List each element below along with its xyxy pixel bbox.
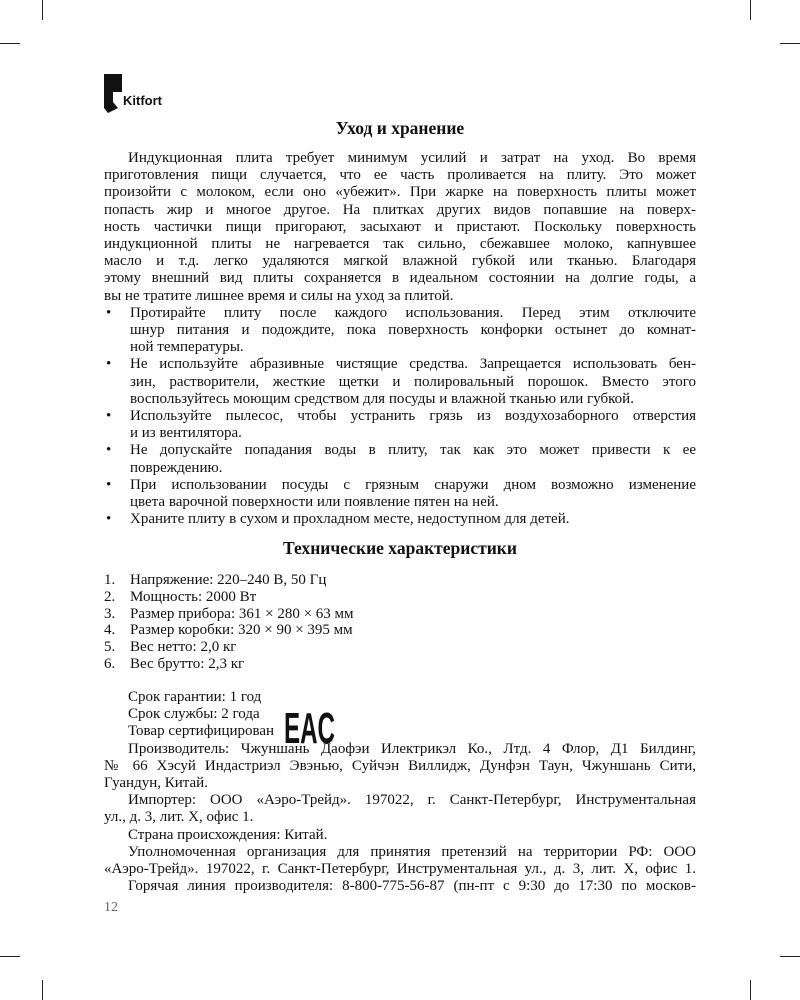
- kitfort-logo-icon: [104, 72, 194, 114]
- bullet-line: Протирайте плиту после каждого использования. Перед этим отключите: [130, 304, 696, 321]
- spec-number: 6.: [104, 655, 116, 672]
- info-line: Производитель: Чжуншань Даофэи Илектрикэл Ко., Лтд. 4 Флор, Д1 Билдинг,: [128, 740, 696, 757]
- spec-item: [104, 606, 696, 623]
- bullet-item: [104, 408, 696, 442]
- info-line: Страна происхождения: Китай.: [128, 826, 328, 843]
- spec-text: Напряжение: 220–240 В, 50 Гц: [130, 572, 327, 588]
- crop-mark: [750, 980, 751, 1000]
- crop-mark: [0, 956, 20, 957]
- info-section: [104, 689, 696, 895]
- spec-number: 5.: [104, 639, 116, 656]
- bullet-item: [104, 477, 696, 511]
- spec-text: Размер прибора: 361 × 280 × 63 мм: [130, 605, 354, 622]
- spec-text: Вес брутто: 2,3 кг: [130, 655, 245, 672]
- spec-number: 3.: [104, 605, 116, 622]
- bullet-line: Храните плиту в сухом и прохладном месте, недоступном для детей.: [130, 511, 570, 528]
- bullet-icon: •: [106, 356, 112, 373]
- info-line: Горячая линия производителя: 8-800-775-56-87 (пн-пт с 9:30 до 17:30 по москов-: [128, 878, 696, 895]
- info-line: Срок гарантии: 1 год: [128, 689, 262, 705]
- spec-item: [104, 572, 696, 589]
- paragraph-line: этому внешний вид плиты сохраняется в идеальном состоянии на долгие годы, а: [104, 270, 696, 287]
- crop-mark: [42, 0, 43, 20]
- paragraph-line: Индукционная плита требует минимум усилий и затрат на уход. Во время: [128, 150, 696, 166]
- info-line: Импортер: ООО «Аэро-Трейд». 197022, г. Санкт-Петербург, Инструментальная: [128, 792, 696, 809]
- bullet-item: [104, 305, 696, 357]
- bullet-item: [104, 511, 696, 528]
- bullet-line: воспользуйтесь моющим средством для посуды и влажной тканью или губкой.: [130, 390, 634, 407]
- spec-number: 2.: [104, 588, 116, 605]
- eac-mark-icon: [284, 704, 336, 753]
- paragraph-line: произойти с молоком, если оно «убежит». При жарке на поверхность плиты может: [104, 184, 696, 201]
- care-title: Уход и хранение: [335, 118, 465, 138]
- spec-number: 1.: [104, 572, 116, 588]
- bullet-line: ной температуры.: [130, 339, 244, 356]
- bullet-line: Не допускайте попадания воды в плиту, так как это может привести к ее: [130, 442, 696, 459]
- bullet-item: [104, 356, 696, 408]
- paragraph-line: индукционной плиты не нагревается так сильно, сбежавшее молоко, капнувшее: [104, 236, 696, 253]
- info-line: № 66 Хэсуй Индастриэл Эвэнью, Суйчэн Виллидж, Дунфэн Таун, Чжуншань Сити,: [104, 757, 696, 774]
- paragraph-line: масло и т.д. легко удаляются мягкой влажной губкой или тканью. Благодаря: [104, 253, 696, 270]
- crop-mark: [42, 980, 43, 1000]
- info-line: «Аэро-Трейд». 197022, г. Санкт-Петербург, Инструментальная ул., д. 3, лит. Х, офис 1.: [104, 861, 696, 878]
- svg-text:Kitfort: Kitfort: [123, 93, 162, 108]
- care-section: [104, 150, 696, 528]
- bullet-icon: •: [106, 476, 112, 493]
- bullet-icon: •: [106, 304, 112, 321]
- bullet-line: При использовании посуды с грязным снаружи дном возможно изменение: [130, 476, 696, 493]
- crop-mark: [780, 956, 800, 957]
- spec-number: 4.: [104, 622, 116, 639]
- info-line: Товар сертифицирован: [128, 723, 275, 740]
- specs-list: [104, 572, 696, 673]
- page-number: 12: [104, 900, 118, 915]
- bullet-icon: •: [106, 442, 112, 459]
- crop-mark: [750, 0, 751, 20]
- bullet-icon: •: [106, 408, 112, 425]
- spec-text: Размер коробки: 320 × 90 × 395 мм: [130, 622, 353, 639]
- info-line: Гуандун, Китай.: [104, 775, 208, 792]
- info-line: Срок службы: 2 года: [128, 706, 260, 723]
- eac-mark-text: EAC: [284, 704, 335, 753]
- info-line: Уполномоченная организация для принятия претензий на территории РФ: ООО: [128, 843, 696, 860]
- bullet-icon: •: [106, 511, 112, 528]
- paragraph-line: попасть жир и многое другое. На плитках других видов попавшие на поверх-: [104, 201, 696, 218]
- info-line: ул., д. 3, лит. Х, офис 1.: [104, 809, 254, 826]
- bullet-line: шнур питания и подождите, пока поверхность конфорки остынет до комнат-: [130, 322, 696, 339]
- bullet-line: повреждению.: [130, 459, 223, 476]
- paragraph-line: вы не тратите лишнее время и силы на уход за плитой.: [104, 287, 454, 304]
- paragraph-line: приготовления пищи случается, что ее часть проливается на плиту. Это может: [104, 167, 696, 184]
- spec-text: Вес нетто: 2,0 кг: [130, 639, 237, 656]
- crop-mark: [0, 43, 20, 44]
- bullet-line: Не используйте абразивные чистящие средства. Запрещается использовать бен-: [130, 356, 696, 373]
- spec-item: [104, 622, 696, 639]
- bullet-line: зин, растворители, жесткие щетки и полировальный порошок. Вместо этого: [130, 373, 696, 390]
- crop-mark: [780, 43, 800, 44]
- bullet-line: цвета варочной поверхности или появление пятен на ней.: [130, 494, 499, 511]
- bullet-line: Используйте пылесос, чтобы устранить грязь из воздухозаборного отверстия: [130, 408, 696, 425]
- specs-title: Технические характеристики: [283, 538, 517, 558]
- spec-item: [104, 639, 696, 656]
- bullet-line: и из вентилятора.: [130, 425, 242, 442]
- paragraph-line: ность частички пищи пригорают, засыхают и пристают. Поскольку поверхность: [104, 218, 696, 235]
- spec-item: [104, 656, 696, 673]
- spec-text: Мощность: 2000 Вт: [130, 588, 257, 605]
- kitfort-logo: [104, 72, 194, 119]
- spec-item: [104, 589, 696, 606]
- bullet-item: [104, 442, 696, 476]
